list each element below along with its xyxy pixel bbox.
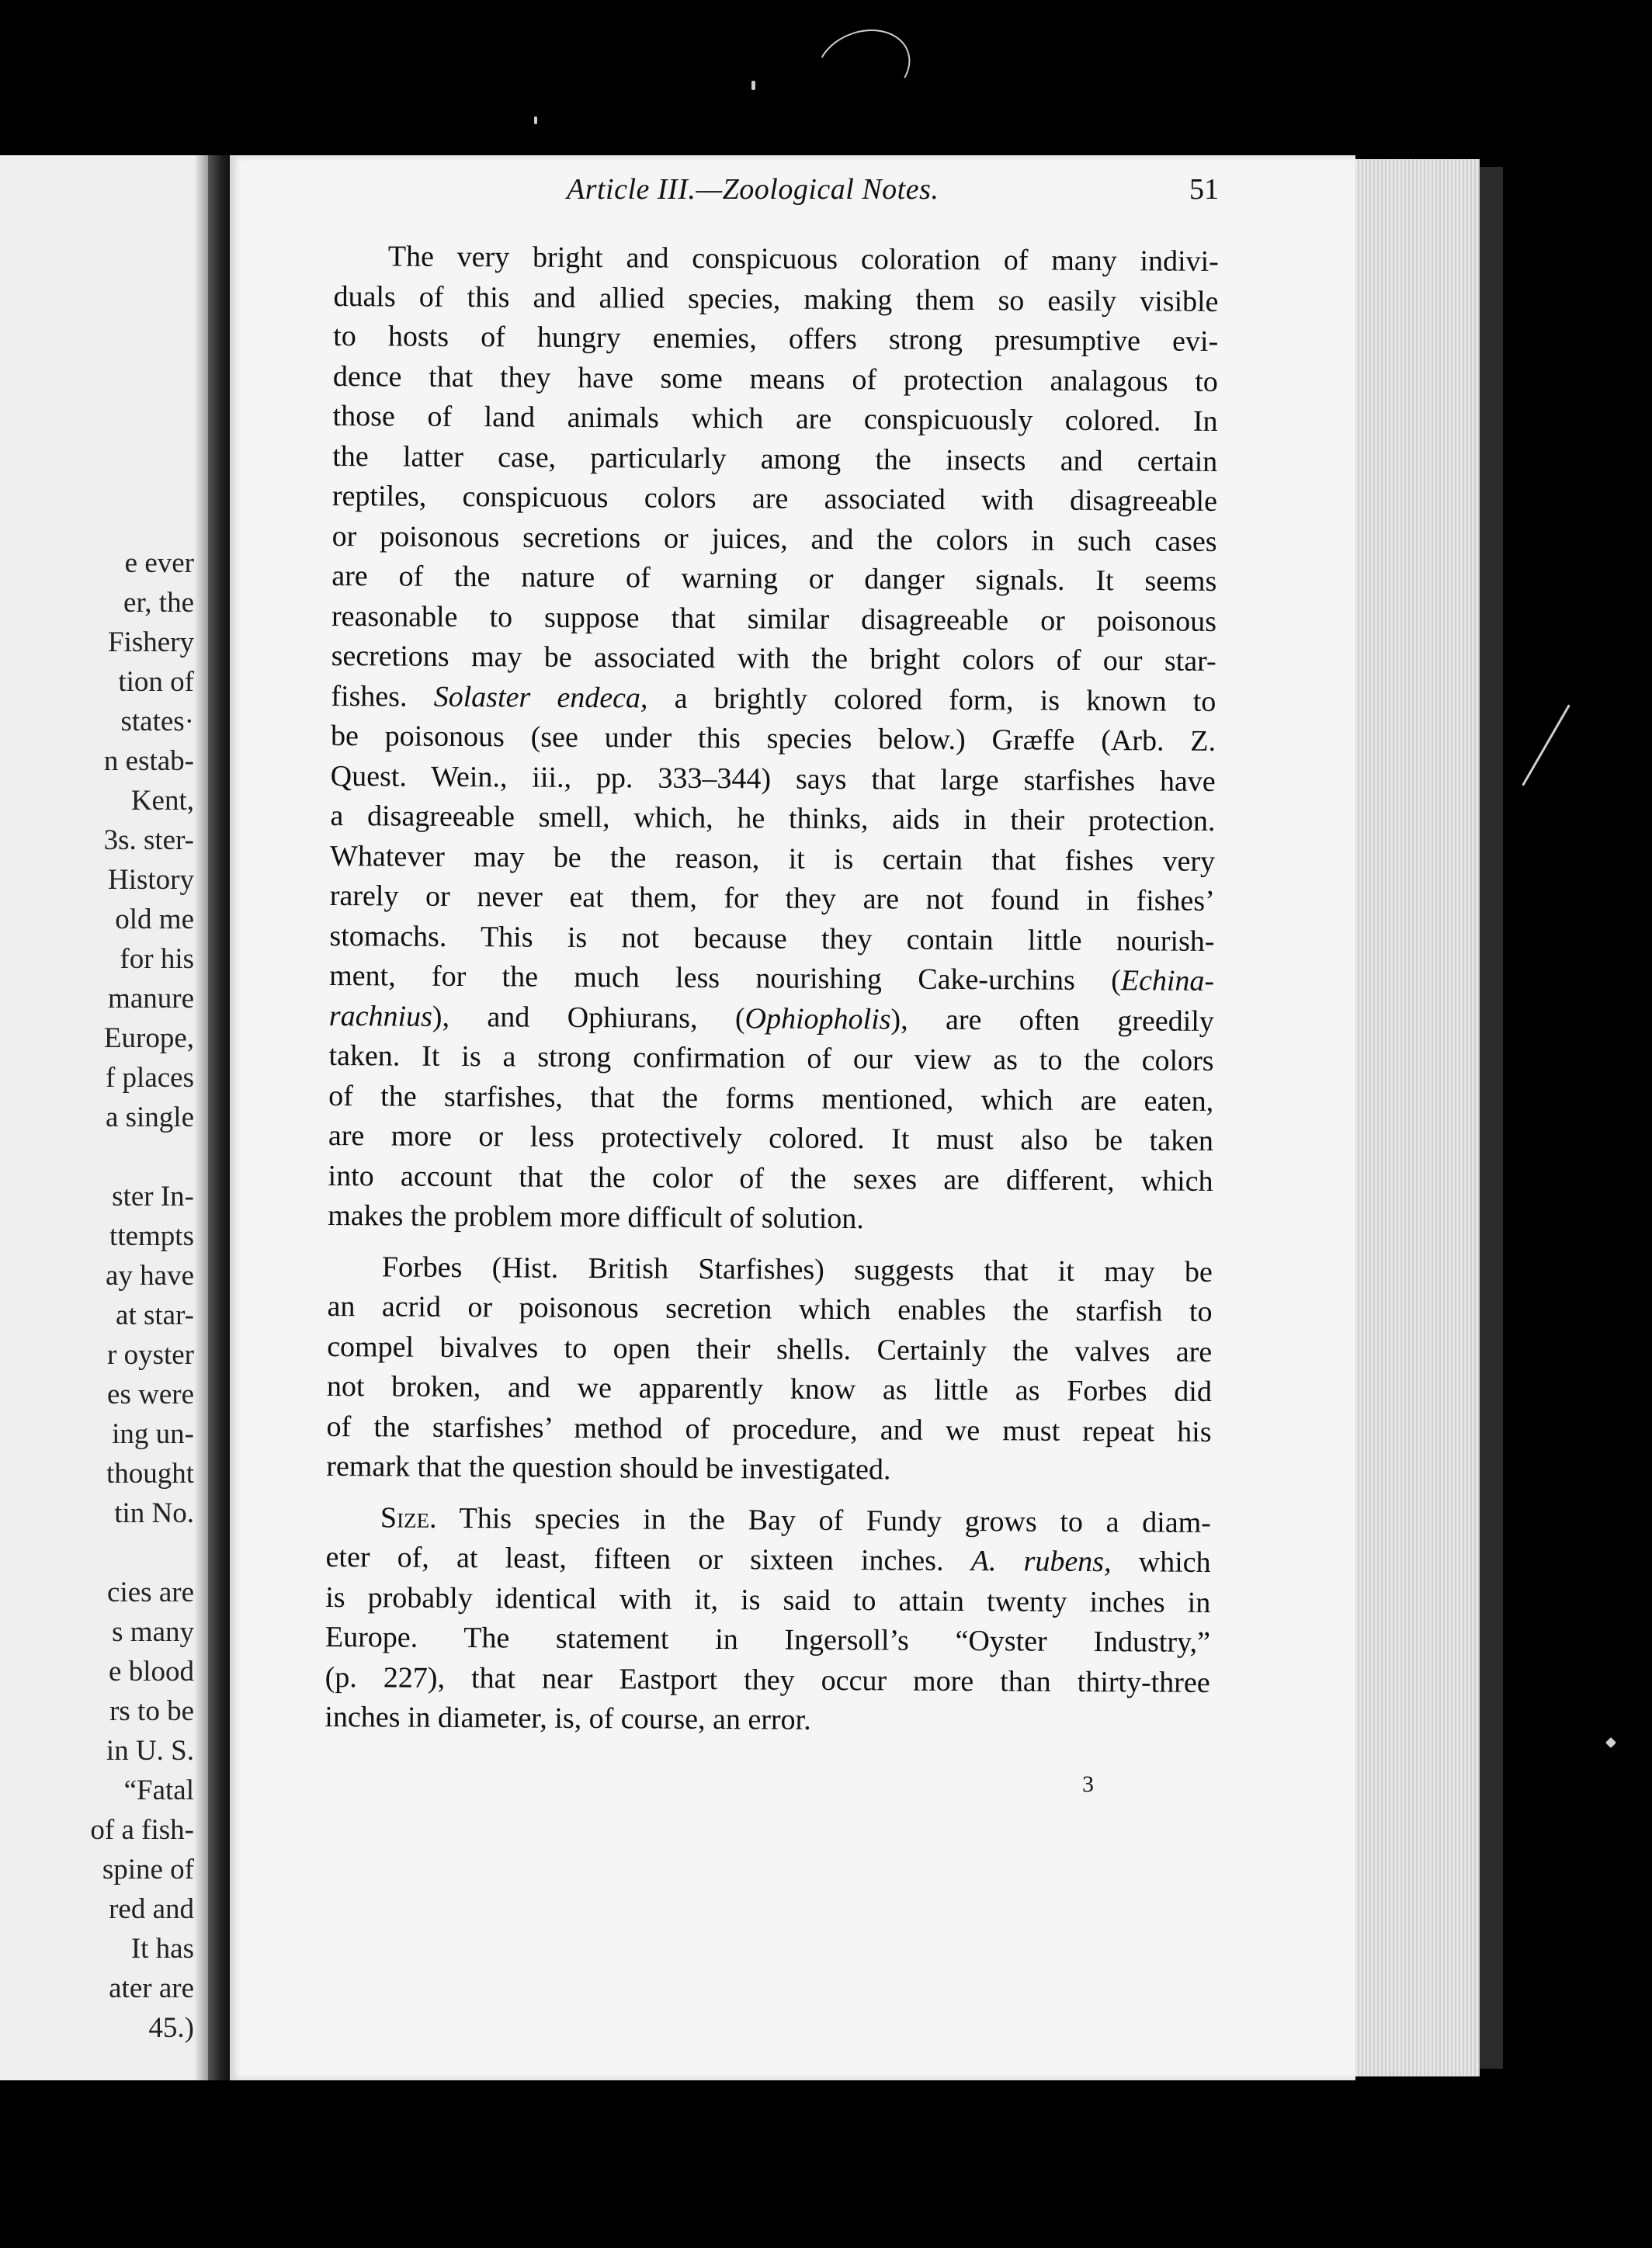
left-page-line: thought	[106, 1458, 194, 1490]
text-run: eter of, at least, fifteen or sixteen inches.	[325, 1540, 944, 1577]
left-page-line: es were	[107, 1379, 194, 1410]
text-line: makes the problem more difficult of solution.	[328, 1199, 864, 1236]
text-line: The very bright and conspicuous coloration of many indivi-	[387, 240, 1219, 278]
text-line	[329, 996, 1214, 1041]
text-line	[326, 1497, 1211, 1542]
left-page-line: tin No.	[114, 1497, 194, 1529]
left-page-line: red and	[109, 1893, 194, 1925]
book-cover-edge	[1480, 167, 1503, 2069]
text-line: taken. It is a strong confirmation of our view as to the colors	[328, 1039, 1214, 1077]
left-page-gutter-shadow	[194, 155, 208, 2080]
left-page-line: for his	[120, 943, 194, 975]
left-page-line: e ever	[124, 547, 194, 579]
left-page-line: ttempts	[109, 1220, 194, 1252]
text-line: (p. 227), that near Eastport they occur more than thirty-three	[324, 1660, 1210, 1699]
text-line: be poisonous (see under this species below.) Græffe (Arb. Z.	[330, 719, 1216, 758]
text-line: remark that the question should be investigated.	[326, 1449, 891, 1487]
left-page-line: manure	[108, 983, 194, 1015]
left-page-line: ing un-	[112, 1418, 194, 1450]
left-page-line	[0, 1137, 194, 1177]
left-page-line: a single	[105, 1101, 194, 1133]
text-line	[325, 1538, 1210, 1583]
book-gutter	[208, 155, 230, 2080]
text-line: to hosts of hungry enemies, offers strong presumptive evi-	[333, 319, 1219, 358]
text-line: stomachs. This is not because they contain little nourish-	[329, 919, 1215, 958]
text-line: secretions may be associated with the bright colors of our star-	[331, 639, 1216, 678]
text-line: reptiles, conspicuous colors are associated with disagreeable	[331, 479, 1218, 518]
left-page-line: rs to be	[109, 1695, 194, 1727]
left-page-line: Europe,	[103, 1022, 194, 1054]
text-line: dence that they have some means of protection analagous to	[332, 359, 1219, 398]
text-line: not broken, and we apparently know as little as Forbes did	[326, 1369, 1213, 1408]
text-line: the latter case, particularly among the insects and certain	[332, 439, 1218, 478]
text-line: Quest. Wein., iii., pp. 333–344) says that large starfishes have	[330, 759, 1216, 798]
film-speck	[1522, 704, 1570, 786]
left-page-line	[0, 1533, 194, 1573]
left-page-line: tion of	[118, 666, 194, 698]
left-page-line: states·	[120, 706, 194, 737]
running-title: Article III.—Zoological Notes.	[567, 173, 939, 206]
film-speck	[1605, 1737, 1616, 1748]
left-page-line: ay have	[105, 1260, 194, 1292]
text-line: are of the nature of warning or danger signals. It seems	[331, 559, 1217, 598]
genus-name: Echina-	[1120, 964, 1215, 997]
text-run: which	[1138, 1546, 1211, 1579]
left-page-line: Fishery	[108, 626, 194, 658]
text-line: Europe. The statement in Ingersoll’s “Oyster Industry,”	[324, 1620, 1211, 1659]
film-scratch	[806, 17, 921, 119]
text-run: This species in the Bay of Fundy grows to a diam-	[459, 1501, 1212, 1539]
text-line	[329, 956, 1214, 1001]
text-run: ), and Ophiurans, (	[432, 1000, 745, 1035]
left-page-line: old me	[115, 904, 194, 935]
left-page-text	[0, 543, 194, 2048]
text-line: an acrid or poisonous secretion which enables the starfish to	[327, 1289, 1213, 1328]
text-run: ment, for the much less nourishing Cake-urchins (	[329, 959, 1121, 997]
text-run: a brightly colored form, is known to	[674, 682, 1216, 718]
text-line: a disagreeable smell, which, he thinks, aids in their protection.	[330, 799, 1216, 838]
text-line: Forbes (Hist. British Starfishes) suggests that it may be	[381, 1250, 1213, 1289]
body-text	[324, 237, 1219, 1743]
signature-mark: 3	[1082, 1771, 1094, 1797]
left-page-line: History	[108, 864, 194, 896]
left-page-line: s many	[112, 1616, 194, 1648]
left-page-line: at star-	[116, 1299, 194, 1331]
text-line	[331, 676, 1216, 721]
left-page-line: cies are	[107, 1577, 194, 1608]
left-page-line: ster In-	[112, 1181, 194, 1212]
text-line: duals of this and allied species, making them so easily visible	[333, 279, 1219, 318]
left-page-line: 3s. ster-	[103, 824, 194, 856]
text-run: ), are often greedily	[890, 1002, 1214, 1038]
text-line: compel bivalves to open their shells. Certainly the valves are	[327, 1330, 1213, 1369]
text-line: inches in diameter, is, of course, an error.	[324, 1700, 811, 1736]
genus-name: rachnius	[328, 999, 432, 1033]
text-line: of the starfishes, that the forms mentioned, which are eaten,	[328, 1079, 1214, 1118]
text-line: or poisonous secretions or juices, and the colors in such cases	[331, 519, 1217, 558]
species-name: Solaster endeca,	[433, 680, 648, 714]
page-edge-stack	[1355, 159, 1480, 2076]
film-speck	[751, 81, 755, 90]
left-page-line: in U. S.	[106, 1735, 194, 1767]
left-facing-page	[0, 155, 208, 2080]
left-page-line: 45.)	[148, 2012, 194, 2044]
left-page-line: f places	[105, 1062, 194, 1094]
left-page-line: spine of	[102, 1854, 194, 1885]
species-name: A. rubens,	[970, 1545, 1112, 1579]
text-line: those of land animals which are conspicuously colored. In	[332, 399, 1218, 438]
left-page-line: of a fish-	[90, 1814, 194, 1846]
section-heading: Size.	[380, 1500, 437, 1535]
running-head	[334, 172, 1219, 211]
left-page-line: er, the	[123, 587, 194, 619]
left-page-line: It has	[130, 1933, 194, 1965]
film-speck	[534, 116, 537, 124]
text-line: of the starfishes’ method of procedure, and we must repeat his	[326, 1410, 1212, 1448]
genus-name: Ophiopholis	[744, 1001, 891, 1036]
left-page-line: r oyster	[107, 1339, 194, 1371]
text-run: fishes.	[331, 679, 408, 713]
left-page-line: e blood	[109, 1656, 194, 1688]
text-line: reasonable to suppose that similar disagreeable or poisonous	[331, 599, 1217, 638]
page-number: 51	[1189, 173, 1219, 206]
left-page-line: “Fatal	[123, 1774, 194, 1806]
text-line: rarely or never eat them, for they are not found in fishes’	[329, 879, 1215, 918]
text-line: into account that the color of the sexes are different, which	[328, 1159, 1213, 1198]
text-line: are more or less protectively colored. It must also be taken	[328, 1119, 1214, 1157]
left-page-line: Kent,	[130, 785, 194, 817]
text-line: is probably identical with it, is said to attain twenty inches in	[325, 1580, 1211, 1619]
text-line: Whatever may be the reason, it is certain that fishes very	[330, 839, 1216, 878]
left-page-line: n estab-	[103, 745, 194, 777]
left-page-line: ater are	[109, 1972, 194, 2004]
